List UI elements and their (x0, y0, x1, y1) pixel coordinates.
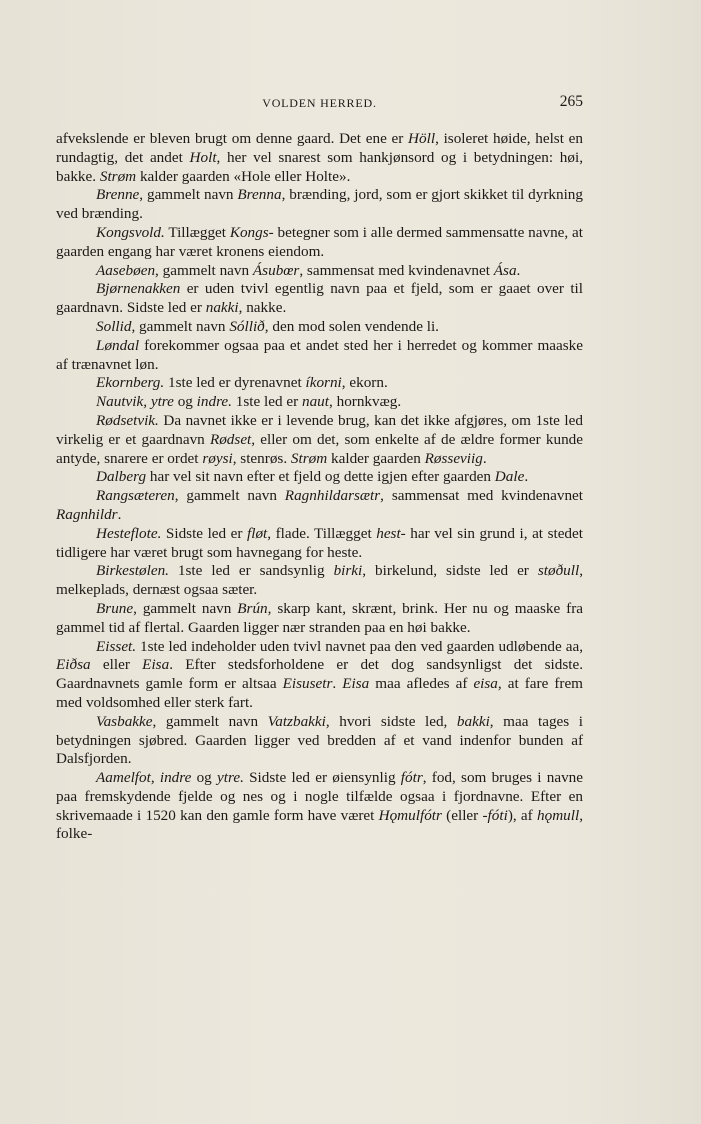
text-run: , melkeplads, dernæst ogsaa sæter. (56, 562, 583, 599)
italic-term: Rødset (209, 430, 252, 448)
text-run: , her vel snarest som hankjønsord og i betydningen: høi, bakke. (56, 148, 583, 185)
text-run: eller (90, 656, 143, 674)
italic-term: Ásubœr (252, 261, 300, 279)
italic-term: Strøm (99, 167, 137, 185)
paragraph (56, 186, 583, 224)
italic-term: Holt (189, 148, 217, 166)
italic-term: Sóllið (229, 317, 265, 335)
paragraph (56, 280, 583, 318)
text-run: har vel sin grund i, at stedet tidligere har været brugt som havnegang for heste. (56, 524, 583, 561)
paragraph (56, 638, 583, 713)
paragraph (56, 769, 583, 844)
text-run: , ekorn. (341, 374, 388, 392)
italic-term: Rangsæteren (96, 487, 175, 505)
text-run: ), af (507, 806, 537, 824)
text-run: , den mod solen vendende li. (264, 317, 439, 335)
paragraph (56, 130, 583, 186)
paragraph (56, 318, 583, 337)
text-run: , nakke. (238, 299, 287, 317)
text-run: , fod, som bruges i navne paa fremskydende fjelde og nes og i nogle tilfælde ogsaa i fjordnavne. Efter en skrivemaade i 1520 kan den gamle form have været (56, 769, 584, 824)
text-run: 1ste led er dyrenavnet (164, 374, 306, 392)
italic-term: Kongs- (229, 223, 274, 241)
text-run: maa afledes af (369, 675, 474, 693)
text-run: , gammelt navn (152, 712, 268, 730)
paragraph (56, 412, 583, 468)
text-run: og (191, 769, 218, 787)
italic-term: Ragnhildr (56, 505, 118, 523)
paragraph (56, 600, 583, 638)
italic-term: Hesteflote. (96, 524, 162, 542)
italic-term: ytre. (217, 769, 244, 787)
italic-term: Vatzbakki (267, 712, 326, 730)
italic-term: Sollid (96, 317, 132, 335)
text-run: , folke- (56, 806, 583, 843)
italic-term: Eisa (142, 656, 170, 674)
text-run: , hornkvæg. (329, 393, 402, 411)
italic-term: birki (333, 562, 363, 580)
text-run: kalder gaarden «Hole eller Holte». (136, 167, 351, 185)
text-run: , eller om det, som enkelte af de ældre former kunde antyde, snarere er ordet (56, 430, 584, 467)
italic-term: røysi (202, 449, 233, 467)
italic-term: Nautvik, ytre (96, 393, 174, 411)
italic-term: Røsseviig (424, 449, 483, 467)
italic-term: Eisa (342, 675, 370, 693)
text-run: kalder gaarden (327, 449, 425, 467)
italic-term: Ragnhildarsætr (284, 487, 381, 505)
italic-term: -fóti (482, 806, 508, 824)
italic-term: Aamelfot, indre (96, 769, 192, 787)
text-run: . (516, 261, 521, 279)
italic-term: hǫmull (537, 806, 580, 824)
italic-term: fløt (247, 524, 268, 542)
italic-term: indre. (196, 393, 232, 411)
text-run: . (117, 505, 122, 523)
paragraph (56, 562, 583, 600)
italic-term: Eisset. (96, 637, 137, 655)
paragraph (56, 393, 583, 412)
text-run: , skarp kant, skrænt, brink. Her nu og maaske fra gammel tid af flertal. Gaarden ligger nær stranden paa en høi bakke. (56, 599, 583, 636)
body-text (56, 130, 583, 844)
text-run: , stenrøs. (232, 449, 291, 467)
text-run: 1ste led indeholder uden tvivl navnet paa den ved gaarden udløbende aa, (136, 637, 583, 655)
text-run: , sammensat med kvindenavnet (380, 487, 583, 505)
italic-term: Brenna (237, 186, 282, 204)
paragraph (56, 337, 583, 375)
text-run: , at fare frem med voldsomhed eller sterk fart. (56, 675, 583, 711)
italic-term: bakki (456, 712, 490, 730)
text-run: , birkelund, sidste led er (362, 562, 538, 580)
italic-term: naut (301, 393, 329, 411)
text-run: , flade. Tillægget (267, 524, 377, 542)
text-run: , gammelt navn (174, 487, 285, 505)
paragraph (56, 262, 583, 281)
italic-term: Brún (237, 599, 268, 617)
italic-term: Kongsvold. (96, 223, 165, 241)
text-run: Sidste led er øiensynlig (243, 769, 401, 787)
text-run: , gammelt navn (139, 186, 238, 204)
italic-term: Höll (408, 130, 436, 147)
text-run: , isoleret høide, helst en rundagtig, det andet (56, 130, 583, 166)
paragraph (56, 525, 583, 563)
paragraph (56, 487, 583, 525)
italic-term: Dalberg (96, 468, 147, 486)
italic-term: íkorni (305, 374, 342, 392)
italic-term: Dale (494, 468, 525, 486)
italic-term: eisa (473, 675, 498, 693)
text-run: og (173, 393, 197, 411)
text-run: , gammelt navn (155, 261, 253, 279)
running-head: VOLDEN HERRED. (262, 96, 377, 110)
text-run: , brænding, jord, som er gjort skikket til dyrkning ved brænding. (56, 186, 583, 223)
text-run: , sammensat med kvindenavnet (299, 261, 494, 279)
italic-term: Rødsetvik. (96, 411, 159, 429)
text-run: Tillægget (164, 223, 230, 241)
text-run: Da navnet ikke er i levende brug, kan det ikke afgjøres, om 1ste led virkelig er et gaardnavn (56, 411, 583, 448)
paragraph (56, 468, 583, 487)
italic-term: Strøm (290, 449, 328, 467)
text-run: . (524, 468, 529, 486)
italic-term: Hǫmulfótr (378, 806, 442, 824)
italic-term: Vasbakke (96, 712, 153, 730)
paragraph (56, 224, 583, 262)
italic-term: nakki (205, 299, 239, 317)
italic-term: hest- (376, 524, 406, 542)
paragraph (56, 374, 583, 393)
text-run: . (332, 675, 343, 693)
text-run: , hvori sidste led, (325, 712, 457, 730)
italic-term: Brune (96, 599, 134, 617)
text-run: , maa tages i betydningen sjøbred. Gaarden ligger ved bredden af et vand indenfor bunden af Dalsfjorden. (56, 712, 583, 768)
page-number: 265 (559, 93, 583, 110)
text-run: (eller (441, 806, 483, 824)
text-run: har vel sit navn efter et fjeld og dette igjen efter gaarden (146, 468, 495, 486)
italic-term: støðull (537, 562, 580, 580)
italic-term: Ekornberg. (96, 374, 165, 392)
text-run: 1ste led er (231, 393, 302, 411)
text-run: er uden tvivl egentlig navn paa et fjeld, som er gaaet over til gaardnavn. Sidste led er (56, 280, 583, 317)
text-run: . (482, 449, 487, 467)
text-run: , gammelt navn (133, 599, 238, 617)
paragraph (56, 713, 583, 769)
page-header (56, 93, 583, 113)
italic-term: Aasebøen (96, 261, 156, 279)
italic-term: Eisusetr (282, 675, 333, 693)
text-run: forekommer ogsaa paa et andet sted her i herredet og kommer maaske af trænavnet løn. (56, 336, 583, 373)
text-run: afvekslende er bleven brugt om denne gaard. Det ene er (56, 130, 409, 147)
text-run: , gammelt navn (131, 317, 230, 335)
italic-term: Birkestølen. (96, 562, 169, 580)
italic-term: fótr (400, 769, 423, 787)
italic-term: Bjørnenakken (96, 280, 181, 298)
text-run: 1ste led er sandsynlig (168, 562, 334, 580)
italic-term: Brenne (96, 186, 140, 204)
text-run: Sidste led er (161, 524, 247, 542)
italic-term: Eiðsa (56, 656, 91, 674)
text-run: betegner som i alle dermed sammensatte navne, at gaarden engang har været kronens eiendom. (56, 223, 584, 260)
text-run: . Efter stedsforholdene er det dog sandsynligst det sidste. Gaardnavnets gamle form er altsaa (56, 656, 583, 693)
italic-term: Løndal (96, 336, 140, 354)
italic-term: Ása (493, 261, 517, 279)
